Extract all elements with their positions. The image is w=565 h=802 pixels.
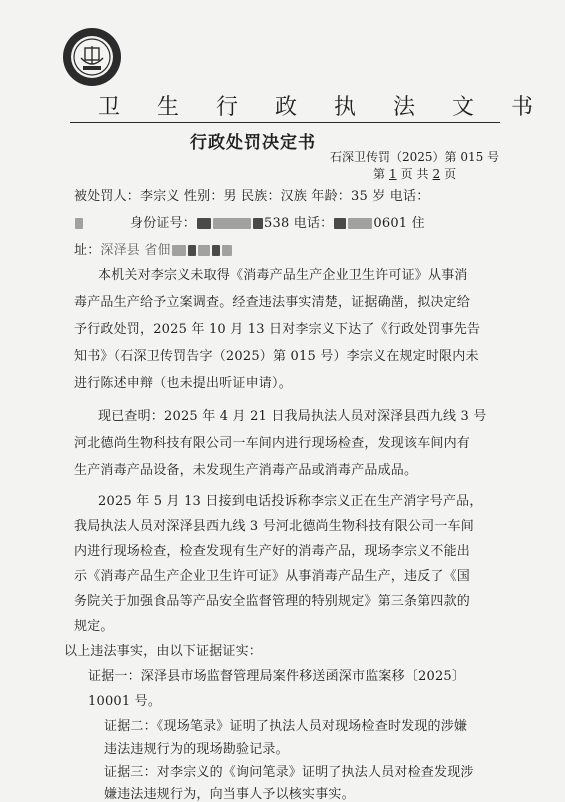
address-visible: 深泽县 省佃 <box>100 243 171 258</box>
page-current: 1 <box>389 167 397 181</box>
body-p3-line5: 务院关于加强食品等产品安全监督管理的特别规定》第三条第四款的 <box>74 594 471 609</box>
body-p2-line2: 河北德尚生物科技有限公司一车间内进行现场检查，发现该车间内有 <box>74 436 471 451</box>
evidence-3-line1: 证据三：对李宗义的《询问笔录》证明了执法人员对检查发现涉 <box>104 765 474 780</box>
page-indicator <box>373 165 456 182</box>
title-divider <box>70 122 500 123</box>
redaction <box>197 218 211 229</box>
body-p3-line4: 示《消毒产品生产企业卫生许可证》从事消毒产品生产，违反了《国 <box>74 569 471 584</box>
id-tail: 538 电话： <box>264 216 334 231</box>
redaction <box>75 218 83 229</box>
redaction <box>348 218 372 229</box>
party-line-1: 被处罚人：李宗义 性别：男 民族：汉族 年龄：35 岁 电话： <box>74 189 430 204</box>
redaction <box>172 245 186 256</box>
org-title: 卫 生 行 政 执 法 文 书 <box>98 95 548 120</box>
page-mid: 页 共 <box>400 167 429 181</box>
evidence-1-line1: 证据一：深泽县市场监督管理局案件移送函深市监案移〔2025〕 <box>88 669 466 684</box>
body-p2-line1: 现已查明：2025 年 4 月 21 日我局执法人员对深泽县西九线 3 号 <box>98 409 487 424</box>
redaction <box>212 245 220 256</box>
document-number: 石深卫传罚（2025）第 015 号 <box>330 150 500 164</box>
id-label: 身份证号： <box>130 216 197 231</box>
body-p3-line6: 规定。 <box>74 619 114 634</box>
body-p3-line2: 我局执法人员对深泽县西九线 3 号河北德尚生物科技有限公司一车间 <box>74 519 474 534</box>
evidence-intro: 以上违法事实，由以下证据证实： <box>64 644 263 659</box>
evidence-2-line1: 证据二：《现场笔录》证明了执法人员对现场检查时发现的涉嫌 <box>104 719 468 734</box>
redaction <box>253 218 263 229</box>
redaction <box>334 218 346 229</box>
page-total: 2 <box>432 167 441 181</box>
phone-tail: 0601 住 <box>373 216 425 231</box>
party-line-3 <box>74 239 233 258</box>
body-p1-line1: 本机关对李宗义未取得《消毒产品生产企业卫生许可证》从事消 <box>98 268 468 283</box>
redaction <box>213 218 251 229</box>
health-emblem-icon <box>61 26 123 88</box>
address-label: 址： <box>74 243 101 258</box>
page-suffix: 页 <box>444 167 457 181</box>
redaction <box>222 245 232 256</box>
body-p1-line5: 进行陈述申辩（也未提出听证申请）。 <box>74 376 292 391</box>
body-p2-line3: 生产消毒产品设备，未发现生产消毒产品或消毒产品成品。 <box>74 463 418 478</box>
body-p1-line2: 毒产品生产给予立案调查。经查违法事实清楚，证据确凿，拟决定给 <box>74 295 471 310</box>
redaction <box>188 245 196 256</box>
body-p3-line1: 2025 年 5 月 13 日接到电话投诉称李宗义正在生产消字号产品， <box>98 494 483 509</box>
evidence-3-line2: 嫌违法违规行为，向当事人予以核实事实。 <box>104 787 355 802</box>
document-title: 行政处罚决定书 <box>190 133 316 153</box>
body-p1-line3: 予行政处罚，2025 年 10 月 13 日对李宗义下达了《行政处罚事先告 <box>74 322 481 337</box>
party-line-2 <box>74 212 425 231</box>
body-p3-line3: 内进行现场检查，检查发现有生产好的消毒产品，现场李宗义不能出 <box>74 544 471 559</box>
evidence-1-line2: 10001 号。 <box>88 694 162 709</box>
evidence-2-line2: 违法违规行为的现场勘验记录。 <box>104 742 289 757</box>
page-prefix: 第 <box>373 167 386 181</box>
body-p1-line4: 知书》（石深卫传罚告字（2025）第 015 号）李宗义在规定时限内未 <box>74 349 479 364</box>
redaction <box>198 245 210 256</box>
